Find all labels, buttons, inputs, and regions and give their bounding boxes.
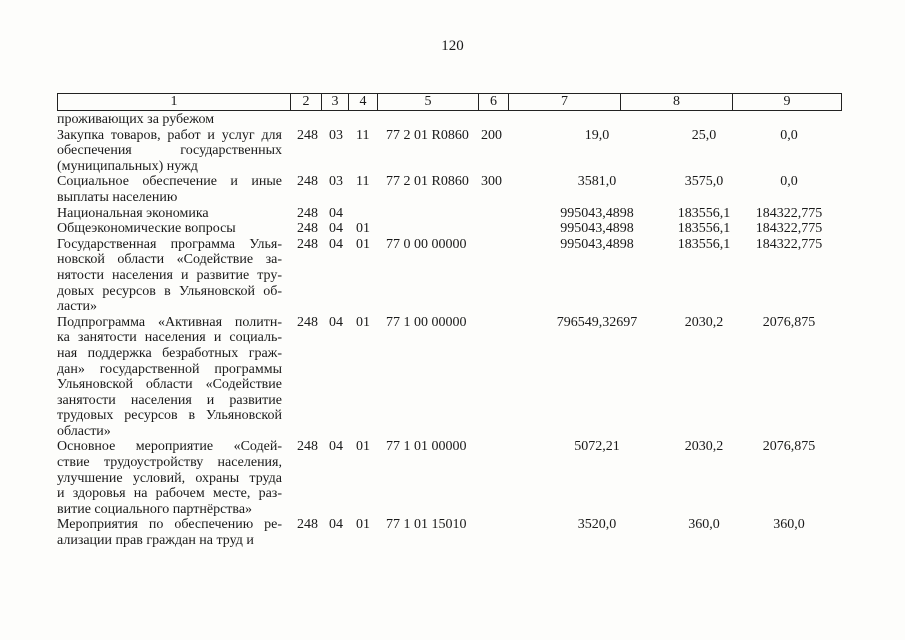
cell-col-3: 04 — [329, 314, 343, 330]
row-description — [57, 206, 282, 222]
description-line: ка занятости населения и социаль- — [57, 330, 282, 346]
cell-col-9: 0,0 — [780, 127, 798, 143]
description-line: Ульяновской области «Содействие — [57, 377, 282, 393]
header-col-5: 5 — [378, 94, 479, 111]
cell-col-4: 01 — [356, 221, 370, 237]
cell-col-9: 2076,875 — [762, 439, 816, 455]
cell-col-3: 03 — [329, 174, 343, 190]
cell-col-3: 04 — [329, 221, 343, 237]
description-line: занятости населения и развитие — [57, 392, 282, 408]
table-row — [57, 112, 841, 128]
cell-col-8: 183556,1 — [677, 205, 731, 221]
description-line: ализации прав граждан на труд и — [57, 533, 254, 549]
cell-col-4: 01 — [356, 314, 370, 330]
page-number: 120 — [441, 38, 464, 54]
cell-col-6: 200 — [481, 127, 502, 143]
cell-col-9: 184322,775 — [755, 221, 823, 237]
cell-col-7: 995043,4898 — [560, 236, 634, 252]
header-col-2: 2 — [291, 94, 322, 111]
description-line: области» — [57, 423, 111, 439]
description-line: ная поддержка безработных граж- — [57, 345, 282, 361]
row-description — [57, 439, 282, 517]
table-row — [57, 128, 841, 175]
cell-col-2: 248 — [297, 314, 318, 330]
cell-col-5: 77 2 01 R0860 — [386, 174, 469, 190]
cell-col-8: 2030,2 — [684, 314, 724, 330]
cell-col-7: 796549,32697 — [556, 314, 638, 330]
description-line: ласти» — [57, 299, 98, 315]
cell-col-2: 248 — [297, 221, 318, 237]
cell-col-5: 77 1 01 15010 — [386, 517, 467, 533]
description-line: проживающих за рубежом — [57, 112, 215, 127]
table-row — [57, 237, 841, 315]
cell-col-2: 248 — [297, 174, 318, 190]
cell-col-5: 77 1 00 00000 — [386, 314, 467, 330]
cell-col-9: 0,0 — [780, 174, 798, 190]
cell-col-3: 04 — [329, 236, 343, 252]
table-row — [57, 206, 841, 222]
description-line: (муниципальных) нужд — [57, 158, 198, 174]
description-line: выплаты населению — [57, 189, 178, 205]
cell-col-4: 01 — [356, 439, 370, 455]
description-line: Закупка товаров, работ и услуг для — [57, 127, 282, 143]
table-row — [57, 315, 841, 440]
cell-col-5: 77 2 01 R0860 — [386, 127, 469, 143]
description-line: новской области «Содействие за- — [57, 252, 282, 268]
header-col-6: 6 — [479, 94, 509, 111]
header-col-4: 4 — [349, 94, 378, 111]
header-col-7: 7 — [509, 94, 621, 111]
cell-col-7: 995043,4898 — [560, 221, 634, 237]
description-line: улучшение условий, охраны труда — [57, 470, 282, 486]
cell-col-8: 183556,1 — [677, 221, 731, 237]
description-line: и здоровья на рабочем месте, раз- — [57, 486, 282, 502]
table-row — [57, 517, 841, 548]
description-line: витие социального партнёрства» — [57, 501, 253, 517]
cell-col-4: 01 — [356, 517, 370, 533]
row-description — [57, 517, 282, 548]
description-line: Подпрограмма «Активная политн- — [57, 314, 282, 330]
table-body — [57, 112, 841, 549]
cell-col-7: 19,0 — [584, 127, 610, 143]
cell-col-8: 3575,0 — [684, 174, 724, 190]
cell-col-3: 04 — [329, 439, 343, 455]
header-col-1: 1 — [58, 94, 291, 111]
description-line: трудовых ресурсов в Ульяновской — [57, 408, 282, 424]
description-line: Государственная программа Улья- — [57, 236, 282, 252]
cell-col-6: 300 — [481, 174, 502, 190]
cell-col-2: 248 — [297, 205, 318, 221]
row-description — [57, 112, 282, 128]
cell-col-5: 77 0 00 00000 — [386, 236, 467, 252]
row-description — [57, 237, 282, 315]
cell-col-4: 11 — [356, 174, 370, 190]
cell-col-9: 2076,875 — [762, 314, 816, 330]
description-line: Социальное обеспечение и иные — [57, 174, 282, 190]
description-line: ствие трудоустройству населения, — [57, 455, 282, 471]
cell-col-2: 248 — [297, 517, 318, 533]
row-description — [57, 315, 282, 440]
table-row — [57, 439, 841, 517]
header-col-8: 8 — [621, 94, 733, 111]
cell-col-5: 77 1 01 00000 — [386, 439, 467, 455]
cell-col-3: 04 — [329, 205, 343, 221]
cell-col-4: 11 — [356, 127, 370, 143]
cell-col-8: 360,0 — [688, 517, 720, 533]
cell-col-2: 248 — [297, 236, 318, 252]
table-header — [57, 93, 842, 111]
cell-col-3: 03 — [329, 127, 343, 143]
description-line: нятости населения и развитие тру- — [57, 267, 282, 283]
row-description — [57, 128, 282, 175]
header-row — [58, 94, 842, 111]
description-line: Мероприятия по обеспечению ре- — [57, 517, 282, 533]
cell-col-7: 5072,21 — [574, 439, 620, 455]
description-line: Общеэкономические вопросы — [57, 221, 236, 237]
cell-col-7: 3581,0 — [577, 174, 617, 190]
description-line: Основное мероприятие «Содей- — [57, 439, 282, 455]
cell-col-9: 184322,775 — [755, 205, 823, 221]
cell-col-8: 183556,1 — [677, 236, 731, 252]
description-line: дан» государственной программы — [57, 361, 282, 377]
cell-col-3: 04 — [329, 517, 343, 533]
cell-col-4: 01 — [356, 236, 370, 252]
table-row — [57, 221, 841, 237]
description-line: Национальная экономика — [57, 205, 209, 221]
cell-col-9: 184322,775 — [755, 236, 823, 252]
cell-col-8: 25,0 — [691, 127, 717, 143]
row-description — [57, 174, 282, 205]
table-row — [57, 174, 841, 205]
cell-col-2: 248 — [297, 127, 318, 143]
description-line: обеспечения государственных — [57, 143, 282, 159]
cell-col-2: 248 — [297, 439, 318, 455]
header-col-3: 3 — [322, 94, 349, 111]
cell-col-7: 995043,4898 — [560, 205, 634, 221]
header-col-9: 9 — [733, 94, 842, 111]
cell-col-8: 2030,2 — [684, 439, 724, 455]
cell-col-7: 3520,0 — [577, 517, 617, 533]
row-description — [57, 221, 282, 237]
description-line: довых ресурсов в Ульяновской об- — [57, 283, 282, 299]
cell-col-9: 360,0 — [773, 517, 805, 533]
